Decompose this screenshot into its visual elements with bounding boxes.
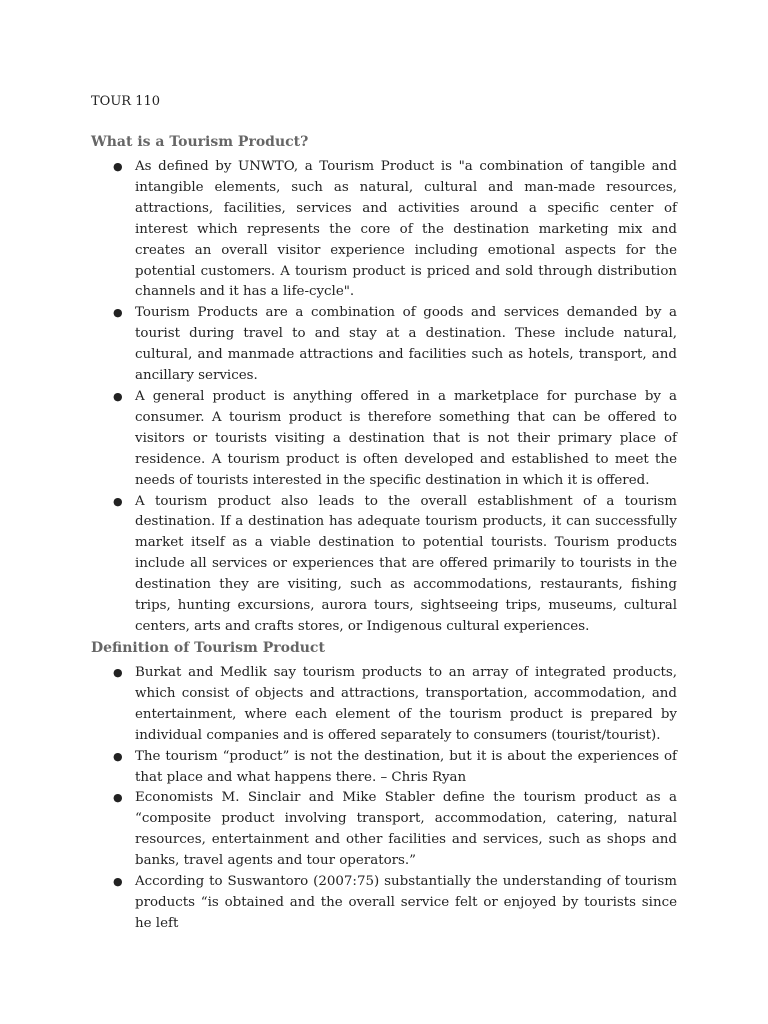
- list-item: [91, 492, 677, 638]
- list-item: [91, 303, 677, 387]
- section-heading: Definition of Tourism Product: [91, 640, 325, 656]
- list-item: [91, 663, 677, 747]
- list-item: [91, 747, 677, 789]
- bullet-icon: ●: [113, 389, 123, 403]
- section-what-is-tourism-product: [91, 131, 677, 638]
- bullet-icon: ●: [113, 749, 123, 763]
- course-code: TOUR 110: [91, 94, 161, 109]
- bullet-icon: ●: [113, 791, 123, 805]
- list-item-text: According to Suswantoro (2007:75) substantially the understanding of tourism products “is obtained and the overall service felt or enjoyed by tourists since he left: [135, 874, 677, 931]
- bullet-icon: ●: [113, 666, 123, 679]
- list-item: [91, 788, 677, 872]
- list-item: [91, 157, 677, 303]
- bullet-icon: ●: [113, 494, 123, 508]
- list-item: [91, 387, 677, 492]
- list-item-text: Economists M. Sinclair and Mike Stabler define the tourism product as a “composite product involving transport, accommodation, catering, natural resources, entertainment and other facilities and services, such as shops and banks, travel agents and tour operators.”: [135, 790, 677, 869]
- bullet-icon: ●: [113, 306, 123, 320]
- list-item-text: A tourism product also leads to the overall establishment of a tourism destination. If a destination has adequate tourism products, it can successfully market itself as a viable destination to potential tourists. Tourism products include all services or experiences that are offered primarily to tourists in the destination they are visiting, such as accommodations, restaurants, fishing trips, hunting excursions, aurora tours, sightseeing trips, museums, cultural centers, arts and crafts stores, or Indigenous cultural experiences.: [135, 493, 677, 634]
- list-item-text: The tourism “product” is not the destination, but it is about the experiences of that place and what happens there. – Chris Ryan: [135, 748, 677, 785]
- list-item-text: Burkat and Medlik say tourism products to an array of integrated products, which consist of objects and attractions, transportation, accommodation, and entertainment, where each element of the tourism product is prepared by individual companies and is offered separately to consumers (tourist/tourist).: [135, 665, 677, 743]
- bullet-icon: ●: [113, 875, 123, 889]
- bullet-icon: ●: [113, 160, 123, 173]
- section-definition-of-tourism-product: [91, 637, 677, 935]
- section-heading: What is a Tourism Product?: [91, 134, 309, 150]
- bullet-list: [91, 157, 677, 638]
- bullet-list: [91, 663, 677, 935]
- list-item-text: As defined by UNWTO, a Tourism Product is "a combination of tangible and intangible elements, such as natural, cultural and man-made resources, attractions, facilities, services and activities around a specific center of interest which represents the core of the destination marketing mix and creates an overall visitor experience including emotional aspects for the potential customers. A tourism product is priced and sold through distribution channels and it has a life-cycle".: [135, 159, 677, 300]
- list-item: [91, 872, 677, 935]
- list-item-text: Tourism Products are a combination of goods and services demanded by a tourist during travel to and stay at a destination. These include natural, cultural, and manmade attractions and facilities such as hotels, transport, and ancillary services.: [135, 305, 677, 384]
- list-item-text: A general product is anything offered in a marketplace for purchase by a consumer. A tourism product is therefore something that can be offered to visitors or tourists visiting a destination that is not their primary place of residence. A tourism product is often developed and established to meet the needs of tourists interested in the specific destination in which it is offered.: [135, 388, 677, 488]
